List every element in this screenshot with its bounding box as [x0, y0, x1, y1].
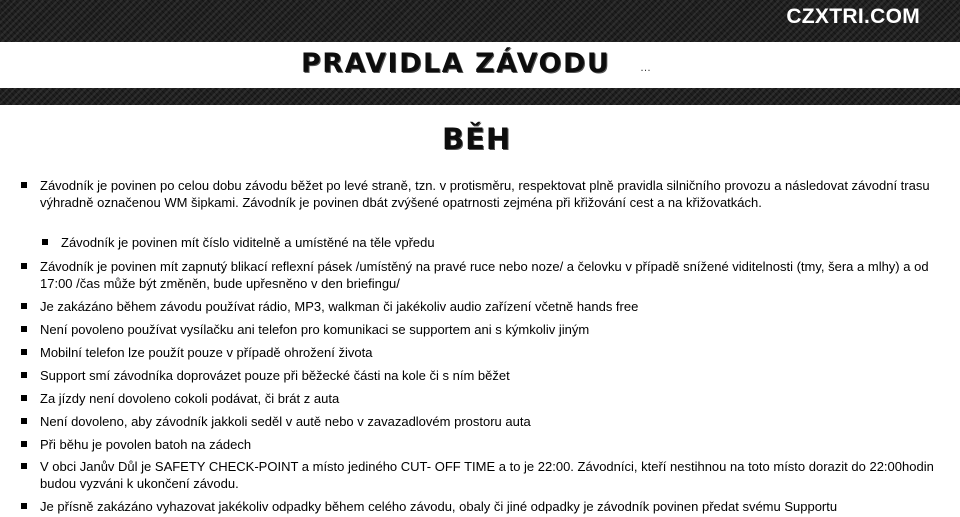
bullet-icon [21, 263, 27, 269]
rule-item [21, 436, 941, 453]
rule-item [21, 367, 941, 384]
rule-text: Závodník je povinen mít číslo viditelně a umístěné na těle vpředu [61, 235, 435, 250]
brand-logo: CZXTRI.COM [786, 5, 920, 28]
bullet-icon [21, 395, 27, 401]
rule-text: Mobilní telefon lze použít pouze v případě ohrožení života [40, 345, 373, 360]
bullet-icon [21, 418, 27, 424]
rule-text: Je zakázáno během závodu používat rádio, MP3, walkman či jakékoliv audio zařízení včetně hands free [40, 299, 639, 314]
title-bar [0, 42, 960, 88]
rule-item [21, 458, 941, 492]
rule-text: Support smí závodníka doprovázet pouze při běžecké části na kole či s ním běžet [40, 368, 510, 383]
rule-item [21, 298, 941, 315]
bullet-icon [21, 182, 27, 188]
page-title: PRAVIDLA ZÁVODU [301, 48, 611, 79]
rule-item [21, 498, 941, 515]
bullet-icon [21, 441, 27, 447]
rule-text: Je přísně zakázáno vyhazovat jakékoliv odpadky během celého závodu, obaly či jiné odpadky je závodník povinen předat svému Supportu [40, 499, 838, 514]
rule-item [21, 344, 941, 361]
bullet-icon [21, 463, 27, 469]
rule-text: Není dovoleno, aby závodník jakkoli seděl v autě nebo v zavazadlovém prostoru auta [40, 414, 531, 429]
bullet-icon [42, 239, 48, 245]
header-texture-band [0, 0, 960, 42]
rule-item [21, 390, 941, 407]
rule-text: Není povoleno používat vysílačku ani telefon pro komunikaci se supportem ani s kýmkoliv jiným [40, 322, 590, 337]
rule-item [21, 321, 941, 338]
title-ellipsis: … [640, 62, 652, 74]
rule-item [21, 234, 941, 251]
bullet-icon [21, 303, 27, 309]
rule-text: Za jízdy není dovoleno cokoli podávat, či brát z auta [40, 391, 340, 406]
rule-text: Závodník je povinen po celou dobu závodu běžet po levé straně, tzn. v protisměru, respektovat plně pravidla silničního provozu a následovat závodní trasu výhradně označenou WM šipkami. Závodník je povinen dbát zvýšené opatrnosti zejména při křižování cest a na křižovatkách. [40, 178, 930, 210]
title-underline-band [0, 88, 960, 105]
section-title: BĚH [442, 122, 512, 156]
rule-text: Při běhu je povolen batoh na zádech [40, 437, 252, 452]
rule-item [21, 413, 941, 430]
rule-text: V obci Janův Důl je SAFETY CHECK-POINT a místo jediného CUT- OFF TIME a to je 22:00. Závodníci, kteří nestihnou na toto místo dorazit do 22:00hodin budou vyzváni k ukončení závodu. [40, 459, 934, 491]
bullet-icon [21, 349, 27, 355]
bullet-icon [21, 503, 27, 509]
rule-item [21, 258, 941, 292]
rule-item [21, 177, 941, 211]
bullet-icon [21, 372, 27, 378]
rule-text: Závodník je povinen mít zapnutý blikací reflexní pásek /umístěný na pravé ruce nebo noze/ a čelovku v případě snížené viditelnosti (tmy, šera a mlhy) a od 17:00 /čas může být změněn, bude upřesněno v den briefingu/ [40, 259, 929, 291]
bullet-icon [21, 326, 27, 332]
